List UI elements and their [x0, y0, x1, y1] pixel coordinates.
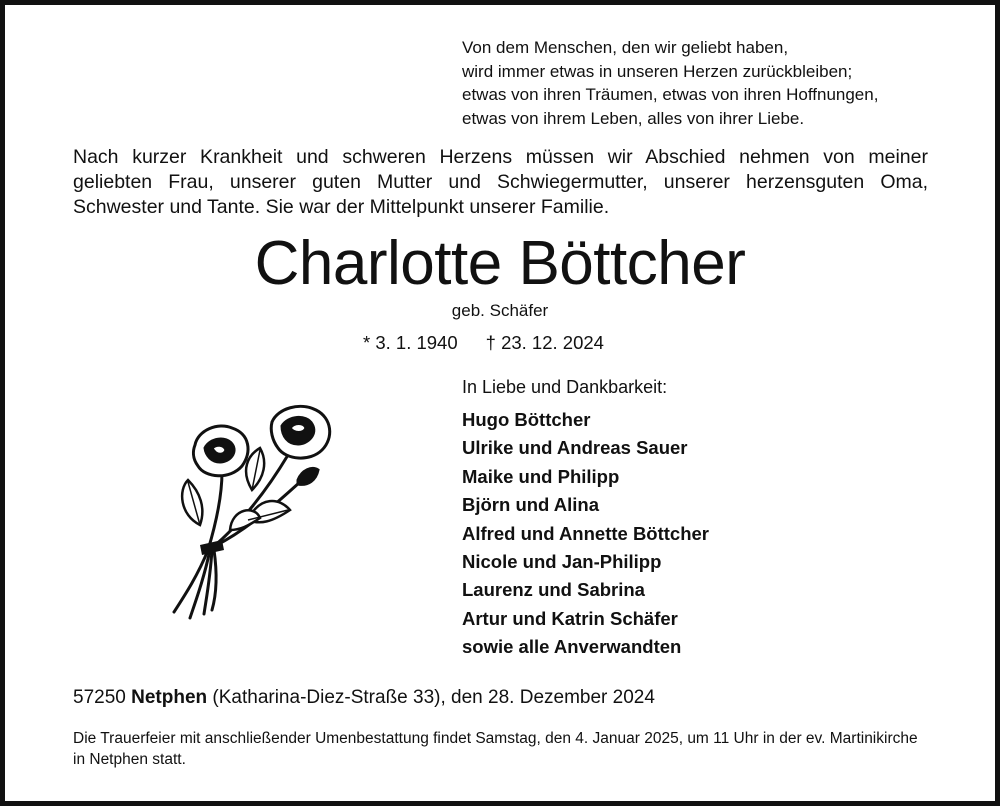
- deceased-name: Charlotte Böttcher: [254, 229, 746, 298]
- birth-date: * 3. 1. 1940: [363, 332, 458, 353]
- family-list: [462, 406, 709, 662]
- family-member: sowie alle Anverwandten: [462, 636, 682, 658]
- life-dates: [363, 331, 604, 355]
- postcode: 57250: [73, 687, 126, 708]
- intro-line: geliebten Frau, unserer guten Mutter und Schwiegermutter, unserer herzensguten Oma,: [73, 171, 928, 193]
- poem-line: etwas von ihrem Leben, alles von ihrer Liebe.: [462, 108, 805, 128]
- family-member: Alfred und Annette Böttcher: [462, 522, 710, 544]
- poem: [462, 36, 878, 130]
- poem-line: Von dem Menschen, den wir geliebt haben,: [462, 38, 789, 57]
- family-member: Maike und Philipp: [462, 465, 620, 487]
- intro-line: Nach kurzer Krankheit und schweren Herzens müssen wir Abschied nehmen von meiner: [73, 146, 928, 168]
- address-date: (Katharina-Diez-Straße 33), den 28. Dezember 2024: [212, 687, 655, 708]
- poem-line: etwas von ihren Träumen, etwas von ihren Hoffnungen,: [462, 85, 879, 104]
- place-date-line: [73, 686, 655, 710]
- poem-line: wird immer etwas in unseren Herzen zurückbleiben;: [462, 61, 853, 81]
- family-member: Nicole und Jan-Philipp: [462, 551, 662, 573]
- family-member: Laurenz und Sabrina: [462, 579, 645, 601]
- family-member: Hugo Böttcher: [462, 409, 591, 430]
- town: Netphen: [131, 687, 208, 708]
- roses-bouquet-icon: [160, 400, 350, 625]
- family-member: Björn und Alina: [462, 494, 600, 516]
- intro-text: [73, 145, 928, 220]
- thanks-heading: In Liebe und Dankbarkeit:: [462, 377, 668, 397]
- death-date: † 23. 12. 2024: [485, 332, 604, 353]
- family-member: Ulrike und Andreas Sauer: [462, 437, 688, 459]
- service-notice: Die Trauerfeier mit anschließender Umenbestattung findet Samstag, den 4. Januar 2025, um 11 Uhr in der ev. Martinikirche in Netphen statt.: [73, 730, 918, 768]
- maiden-name: geb. Schäfer: [451, 301, 549, 320]
- intro-line: Schwester und Tante. Sie war der Mittelpunkt unserer Familie.: [73, 196, 610, 218]
- family-member: Artur und Katrin Schäfer: [462, 607, 678, 629]
